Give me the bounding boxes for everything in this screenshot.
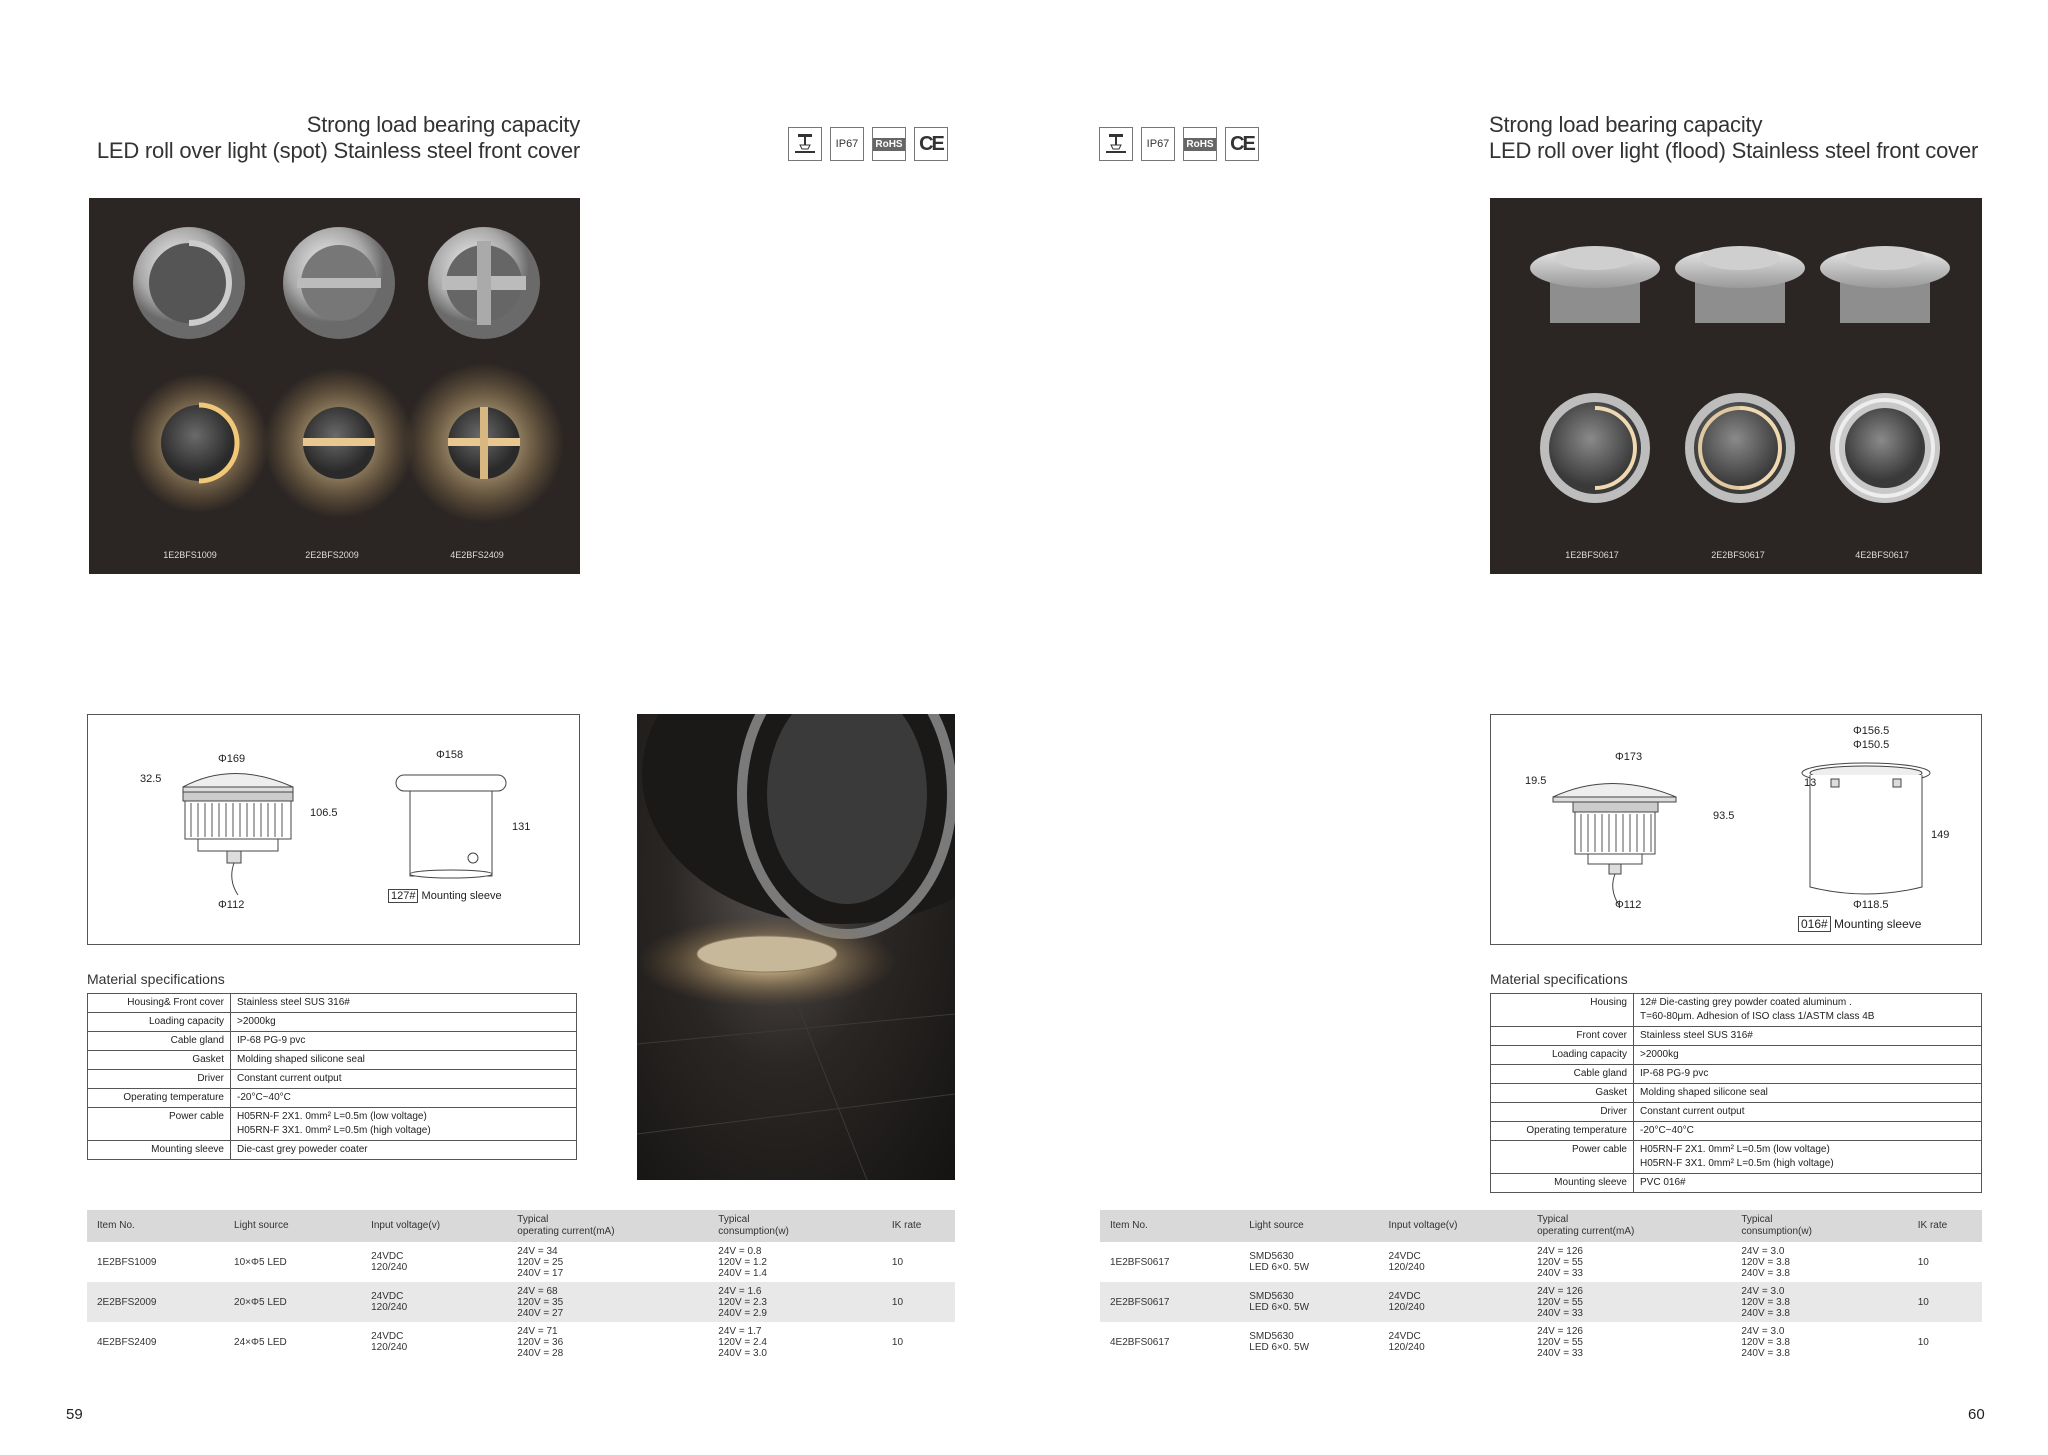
dim-diameter-top: Φ169 — [218, 753, 246, 765]
material-row — [1491, 1174, 1982, 1193]
sleeve-code: 127# — [388, 889, 418, 903]
load-bearing-icon — [788, 127, 822, 161]
roll-over-scene-photo — [637, 714, 955, 1180]
material-row — [88, 1032, 577, 1051]
material-key: Gasket — [1491, 1084, 1634, 1103]
ce-icon: CE — [914, 127, 948, 161]
spec-cell: 10 — [1917, 1256, 1929, 1268]
spec-cell: 24V = 126 120V = 55 240V = 33 — [1537, 1245, 1583, 1279]
material-value: -20°C~40°C — [231, 1089, 577, 1108]
left-cert-icons — [788, 127, 948, 161]
material-value: >2000kg — [231, 1013, 577, 1032]
spec-table-row — [87, 1322, 955, 1362]
spec-header-cell: Typical consumption(w) — [1731, 1210, 1907, 1242]
rohs-icon: RoHS — [1183, 127, 1217, 161]
material-key: Cable gland — [88, 1032, 231, 1051]
right-spec-table — [1100, 1210, 1982, 1362]
spec-cell: 10 — [1908, 1282, 1982, 1322]
material-key: Driver — [88, 1070, 231, 1089]
spec-cell: 24VDC 120/240 — [1388, 1331, 1425, 1353]
product-label: 1E2BFS0617 — [1565, 550, 1619, 560]
spec-cell: 2E2BFS0617 — [1100, 1282, 1239, 1322]
dim-diameter-top: Φ173 — [1615, 751, 1643, 763]
left-spec-table — [87, 1210, 955, 1362]
right-title-line1: Strong load bearing capacity — [1489, 112, 1763, 137]
spec-cell: 24V = 1.6 120V = 2.3 240V = 2.9 — [708, 1282, 882, 1322]
left-title-line2: LED roll over light (spot) Stainless steel front cover — [96, 138, 580, 163]
ip67-icon: IP67 — [1141, 127, 1175, 161]
spec-cell: 4E2BFS2409 — [97, 1336, 157, 1348]
left-title — [90, 112, 580, 164]
spec-cell: 24V = 3.0 120V = 3.8 240V = 3.8 — [1731, 1282, 1907, 1322]
spec-header-cell: Light source — [1239, 1210, 1378, 1242]
dim-sleeve-height: 131 — [512, 821, 531, 833]
spec-cell: 24VDC 120/240 — [371, 1251, 408, 1273]
material-key: Front cover — [1491, 1027, 1634, 1046]
right-product-lamps — [1490, 198, 1982, 574]
left-material-title: Material specifications — [87, 971, 225, 987]
spec-header-cell: IK rate — [882, 1210, 955, 1242]
material-value: Die-cast grey poweder coater — [231, 1141, 577, 1160]
product-label: 1E2BFS1009 — [163, 550, 217, 560]
spec-header-cell: Input voltage(v) — [1379, 1210, 1528, 1242]
dim-sleeve-bottom-diameter: Φ118.5 — [1853, 899, 1889, 911]
material-row — [1491, 1122, 1982, 1141]
dim-sleeve-outer-diameter: Φ156.5 — [1853, 725, 1890, 737]
right-dimension-drawing — [1490, 714, 1982, 945]
spec-table-row — [87, 1282, 955, 1322]
spec-header-cell: IK rate — [1908, 1210, 1982, 1242]
material-value: Constant current output — [231, 1070, 577, 1089]
material-row — [88, 1141, 577, 1160]
material-value: H05RN-F 2X1. 0mm² L=0.5m (low voltage) H05RN-F 3X1. 0mm² L=0.5m (high voltage) — [231, 1108, 577, 1141]
material-value: H05RN-F 2X1. 0mm² L=0.5m (low voltage) H05RN-F 3X1. 0mm² L=0.5m (high voltage) — [1634, 1141, 1982, 1174]
material-row — [88, 1089, 577, 1108]
material-row — [88, 994, 577, 1013]
spec-cell: 24VDC 120/240 — [1379, 1282, 1528, 1322]
spec-table-row — [87, 1242, 955, 1282]
sleeve-code: 016# — [1798, 916, 1831, 932]
tire-over-lamp — [637, 714, 955, 1180]
page-number-left: 59 — [66, 1406, 83, 1423]
dim-sleeve-inner-diameter: Φ150.5 — [1853, 739, 1890, 751]
spec-cell: SMD5630 LED 6×0. 5W — [1249, 1251, 1310, 1273]
material-value: Stainless steel SUS 316# — [1634, 1027, 1982, 1046]
left-material-table — [87, 993, 577, 1160]
right-lamp-drawing — [1491, 715, 1983, 946]
material-row — [1491, 1065, 1982, 1084]
spec-header-cell: Typical operating current(mA) — [1527, 1210, 1731, 1242]
material-value: Stainless steel SUS 316# — [231, 994, 577, 1013]
dim-diameter-bottom: Φ112 — [1615, 899, 1642, 911]
spec-cell: 24V = 126 120V = 55 240V = 33 — [1527, 1282, 1731, 1322]
dim-height-body: 93.5 — [1713, 810, 1735, 822]
left-title-line1: Strong load bearing capacity — [306, 112, 580, 137]
material-key: Mounting sleeve — [1491, 1174, 1634, 1193]
material-key: Driver — [1491, 1103, 1634, 1122]
material-value: Constant current output — [1634, 1103, 1982, 1122]
product-label: 2E2BFS0617 — [1711, 550, 1765, 560]
mounting-sleeve-caption — [388, 890, 502, 902]
spec-cell: 20×Φ5 LED — [224, 1282, 361, 1322]
spec-cell: 24V = 3.0 120V = 3.8 240V = 3.8 — [1741, 1325, 1790, 1359]
spec-cell: 24V = 68 120V = 35 240V = 27 — [507, 1282, 708, 1322]
right-material-table — [1490, 993, 1982, 1193]
ip67-icon: IP67 — [830, 127, 864, 161]
right-title-line2: LED roll over light (flood) Stainless steel front cover — [1489, 138, 1979, 163]
right-title — [1489, 112, 1989, 164]
material-value: 12# Die-casting grey powder coated aluminum . T=60-80μm. Adhesion of ISO class 1/ASTM class 4B — [1634, 994, 1982, 1027]
material-value: PVC 016# — [1634, 1174, 1982, 1193]
dim-sleeve-height: 149 — [1931, 829, 1950, 841]
material-row — [1491, 1046, 1982, 1065]
product-label: 2E2BFS2009 — [305, 550, 359, 560]
material-key: Gasket — [88, 1051, 231, 1070]
spec-cell: 10 — [1917, 1336, 1929, 1348]
material-key: Loading capacity — [88, 1013, 231, 1032]
spec-cell: 24V = 34 120V = 25 240V = 17 — [517, 1245, 564, 1279]
spec-cell: 4E2BFS0617 — [1110, 1336, 1170, 1348]
material-value: -20°C~40°C — [1634, 1122, 1982, 1141]
spec-cell: 24V = 1.7 120V = 2.4 240V = 3.0 — [718, 1325, 767, 1359]
spec-cell: 24V = 0.8 120V = 1.2 240V = 1.4 — [718, 1245, 767, 1279]
right-material-title: Material specifications — [1490, 971, 1628, 987]
material-row — [1491, 994, 1982, 1027]
spec-cell: 24VDC 120/240 — [371, 1331, 408, 1353]
spec-cell: 2E2BFS2009 — [87, 1282, 224, 1322]
dim-height-body: 106.5 — [310, 807, 338, 819]
page-number-right: 60 — [1968, 1406, 1985, 1423]
material-value: IP-68 PG-9 pvc — [231, 1032, 577, 1051]
material-row — [88, 1051, 577, 1070]
spec-table-row — [1100, 1322, 1982, 1362]
mounting-sleeve-caption — [1798, 917, 1921, 931]
material-value: IP-68 PG-9 pvc — [1634, 1065, 1982, 1084]
material-key: Operating temperature — [88, 1089, 231, 1108]
material-row — [88, 1070, 577, 1089]
dim-height-cover: 19.5 — [1525, 775, 1547, 787]
load-bearing-icon — [1099, 127, 1133, 161]
left-dimension-drawing — [87, 714, 580, 945]
spec-cell: 24V = 3.0 120V = 3.8 240V = 3.8 — [1741, 1245, 1790, 1279]
material-row — [1491, 1084, 1982, 1103]
material-key: Housing& Front cover — [88, 994, 231, 1013]
spec-cell: 1E2BFS0617 — [1110, 1256, 1170, 1268]
spec-cell: 10 — [882, 1282, 955, 1322]
sleeve-label: Mounting sleeve — [421, 890, 502, 902]
spec-table-row — [1100, 1242, 1982, 1282]
material-key: Cable gland — [1491, 1065, 1634, 1084]
material-row — [1491, 1103, 1982, 1122]
right-cert-icons — [1099, 127, 1259, 161]
product-label: 4E2BFS0617 — [1855, 550, 1909, 560]
material-value: Molding shaped silicone seal — [1634, 1084, 1982, 1103]
spec-cell: 24V = 71 120V = 36 240V = 28 — [517, 1325, 564, 1359]
dim-sleeve-lip: 13 — [1804, 777, 1817, 789]
material-key: Mounting sleeve — [88, 1141, 231, 1160]
product-label: 4E2BFS2409 — [450, 550, 504, 560]
dim-diameter-bottom: Φ112 — [218, 899, 245, 911]
spec-cell: SMD5630 LED 6×0. 5W — [1249, 1331, 1310, 1353]
left-product-lamps — [89, 198, 580, 574]
spec-cell: 24VDC 120/240 — [361, 1282, 507, 1322]
material-row — [1491, 1027, 1982, 1046]
spec-cell: 24VDC 120/240 — [1388, 1251, 1425, 1273]
spec-header-cell: Light source — [224, 1210, 361, 1242]
spec-cell: 10 — [891, 1256, 904, 1268]
sleeve-label: Mounting sleeve — [1834, 917, 1922, 931]
spec-cell: 24V = 126 120V = 55 240V = 33 — [1537, 1325, 1583, 1359]
material-key: Housing — [1491, 994, 1634, 1027]
spec-header-cell: Input voltage(v) — [361, 1210, 507, 1242]
spec-cell: 10 — [891, 1336, 904, 1348]
spec-header-cell: Typical operating current(mA) — [507, 1210, 708, 1242]
material-row — [1491, 1141, 1982, 1174]
right-product-photo — [1490, 198, 1982, 574]
material-key: Power cable — [88, 1108, 231, 1141]
rohs-icon: RoHS — [872, 127, 906, 161]
material-row — [88, 1108, 577, 1141]
spec-header-cell: Typical consumption(w) — [708, 1210, 882, 1242]
dim-sleeve-diameter: Φ158 — [436, 749, 464, 761]
spec-table-row — [1100, 1282, 1982, 1322]
material-row — [88, 1013, 577, 1032]
material-value: Molding shaped silicone seal — [231, 1051, 577, 1070]
spec-header-cell: Item No. — [1100, 1210, 1239, 1242]
left-lamp-drawing — [88, 715, 581, 946]
material-value: >2000kg — [1634, 1046, 1982, 1065]
material-key: Loading capacity — [1491, 1046, 1634, 1065]
material-key: Operating temperature — [1491, 1122, 1634, 1141]
spec-cell: 1E2BFS1009 — [97, 1256, 157, 1268]
left-product-photo — [89, 198, 580, 574]
spec-cell: 24×Φ5 LED — [234, 1336, 287, 1348]
ce-icon: CE — [1225, 127, 1259, 161]
spec-cell: SMD5630 LED 6×0. 5W — [1239, 1282, 1378, 1322]
spec-header-cell: Item No. — [87, 1210, 224, 1242]
spec-cell: 10×Φ5 LED — [234, 1256, 287, 1268]
material-key: Power cable — [1491, 1141, 1634, 1174]
dim-height-cover: 32.5 — [140, 773, 162, 785]
